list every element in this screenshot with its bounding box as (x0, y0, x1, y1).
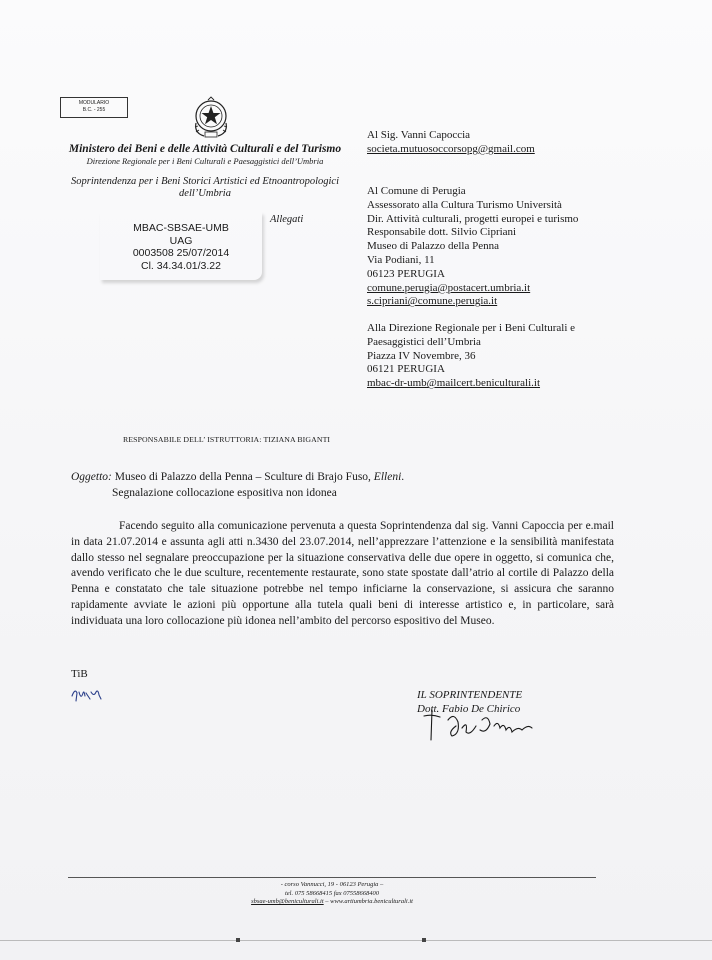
recipient-email-link[interactable]: s.cipriani@comune.perugia.it (367, 295, 498, 308)
footer-divider (68, 877, 596, 878)
recipient-email-link[interactable]: mbac-dr-umb@mailcert.beniculturali.it (367, 377, 541, 390)
subject-line-1 (71, 469, 404, 485)
modulario-box (60, 97, 128, 118)
recipient-email-link[interactable]: comune.perugia@postacert.umbria.it (367, 281, 531, 294)
address-line: 06121 PERUGIA (367, 363, 445, 376)
initials: TiB (71, 668, 88, 680)
footer-phone-fax: tel. 075 58668415 fax 07558668400 (284, 889, 380, 897)
soprintendenza-line-1: Soprintendenza per i Beni Storici Artistici ed Etnoantropologici (70, 176, 340, 187)
footer-contacts (0, 898, 664, 907)
signatory-name: Dott. Fabio De Chirico (417, 703, 521, 715)
address-line: 06123 PERUGIA (367, 267, 445, 280)
protocol-office: MBAC-SBSAE-UMB (133, 222, 229, 234)
footer-separator: – (323, 898, 331, 906)
ministry-name: Ministero dei Beni e delle Attività Culturali e del Turismo (68, 143, 342, 155)
footer-address: - corso Vannucci, 19 - 06123 Perugia – (280, 881, 384, 888)
address-line: Dir. Attività culturali, progetti europei e turismo (367, 212, 579, 225)
address-line: Piazza IV Novembre, 36 (367, 349, 476, 362)
recipient-comune-perugia (367, 185, 578, 309)
subject-work-title: Elleni (373, 471, 402, 483)
modulario-label: MODULARIO (78, 100, 110, 106)
modulario-code: B.C. - 255 (82, 107, 106, 113)
subject-line-2: Segnalazione collocazione espositiva non idonea (112, 487, 337, 499)
address-line: Alla Direzione Regionale per i Beni Culturali e (367, 322, 576, 334)
handwritten-initials-signature (70, 684, 104, 704)
soprintendenza-line-2: dell’Umbria (179, 188, 231, 199)
crop-mark (236, 938, 240, 942)
footer-website-link[interactable]: www.artiumbria.beniculturali.it (330, 898, 413, 906)
address-line: Museo di Palazzo della Penna (367, 240, 499, 253)
subject-text: Museo di Palazzo della Penna – Sculture di Brajo Fuso, (111, 471, 374, 483)
handwritten-signature (418, 708, 540, 742)
soprintendenza-name (30, 176, 380, 200)
allegati-label: Allegati (270, 214, 304, 225)
address-line: Al Comune di Perugia (367, 185, 466, 197)
address-line: Responsabile dott. Silvio Cipriani (367, 226, 517, 239)
address-line: Paesaggistici dell’Umbria (367, 335, 481, 348)
recipient-capoccia (367, 129, 535, 157)
subject-block (71, 469, 404, 501)
italian-republic-emblem-icon (190, 95, 232, 141)
recipient-email-link[interactable]: societa.mutuosoccorsopg@gmail.com (367, 142, 535, 155)
crop-mark (422, 938, 426, 942)
address-line: Assessorato alla Cultura Turismo Università (367, 198, 562, 211)
address-line: Via Podiani, 11 (367, 253, 435, 266)
responsabile-istruttoria: RESPONSABILE DELL’ ISTRUTTORIA: TIZIANA BIGANTI (123, 435, 331, 444)
recipient-direzione-regionale (367, 322, 575, 391)
recipient-name: Al Sig. Vanni Capoccia (367, 129, 471, 141)
subject-label: Oggetto: (71, 471, 112, 483)
subject-period: . (401, 471, 405, 483)
letter-footer (0, 881, 664, 907)
protocol-stamp (100, 212, 262, 280)
protocol-classification: Cl. 34.34.01/3.22 (141, 259, 221, 272)
direzione-regionale: Direzione Regionale per i Beni Culturali e Paesaggistici dell’Umbria (86, 156, 324, 166)
letter-body: Facendo seguito alla comunicazione pervenuta a questa Soprintendenza dal sig. Vanni Capoccia per e.mail in data 21.07.2014 e assunta agli atti n.3430 del 23.07.2014, nell’apprezzare l’attenzione e la sensibilità manifestata dallo stesso nel segnalare preoccupazione per la situazione conservativa delle due opere in oggetto, si comunica che, avendo verificato che le due sculture, recentemente restaurate, sono state spostate dall’atrio al cortile di Palazzo della Penna e constatato che tale situazione potrebbe nel tempo inficiarne la conservazione, si assicura che saranno rapidamente avviate le azioni più opportune alla tutela quali beni di interesse artistico e, in particolare, sarà individuata una loro collocazione più idonea nell’ambito del percorso espositivo del Museo. (71, 520, 614, 627)
signatory-title: IL SOPRINTENDENTE (417, 689, 523, 701)
ministry-header (30, 143, 380, 200)
protocol-number-date: 0003508 25/07/2014 (132, 247, 230, 259)
protocol-register: UAG (169, 234, 193, 247)
footer-email-link[interactable]: sbsae-umb@beniculturali.it (251, 898, 324, 906)
page-edge-divider (0, 940, 712, 941)
